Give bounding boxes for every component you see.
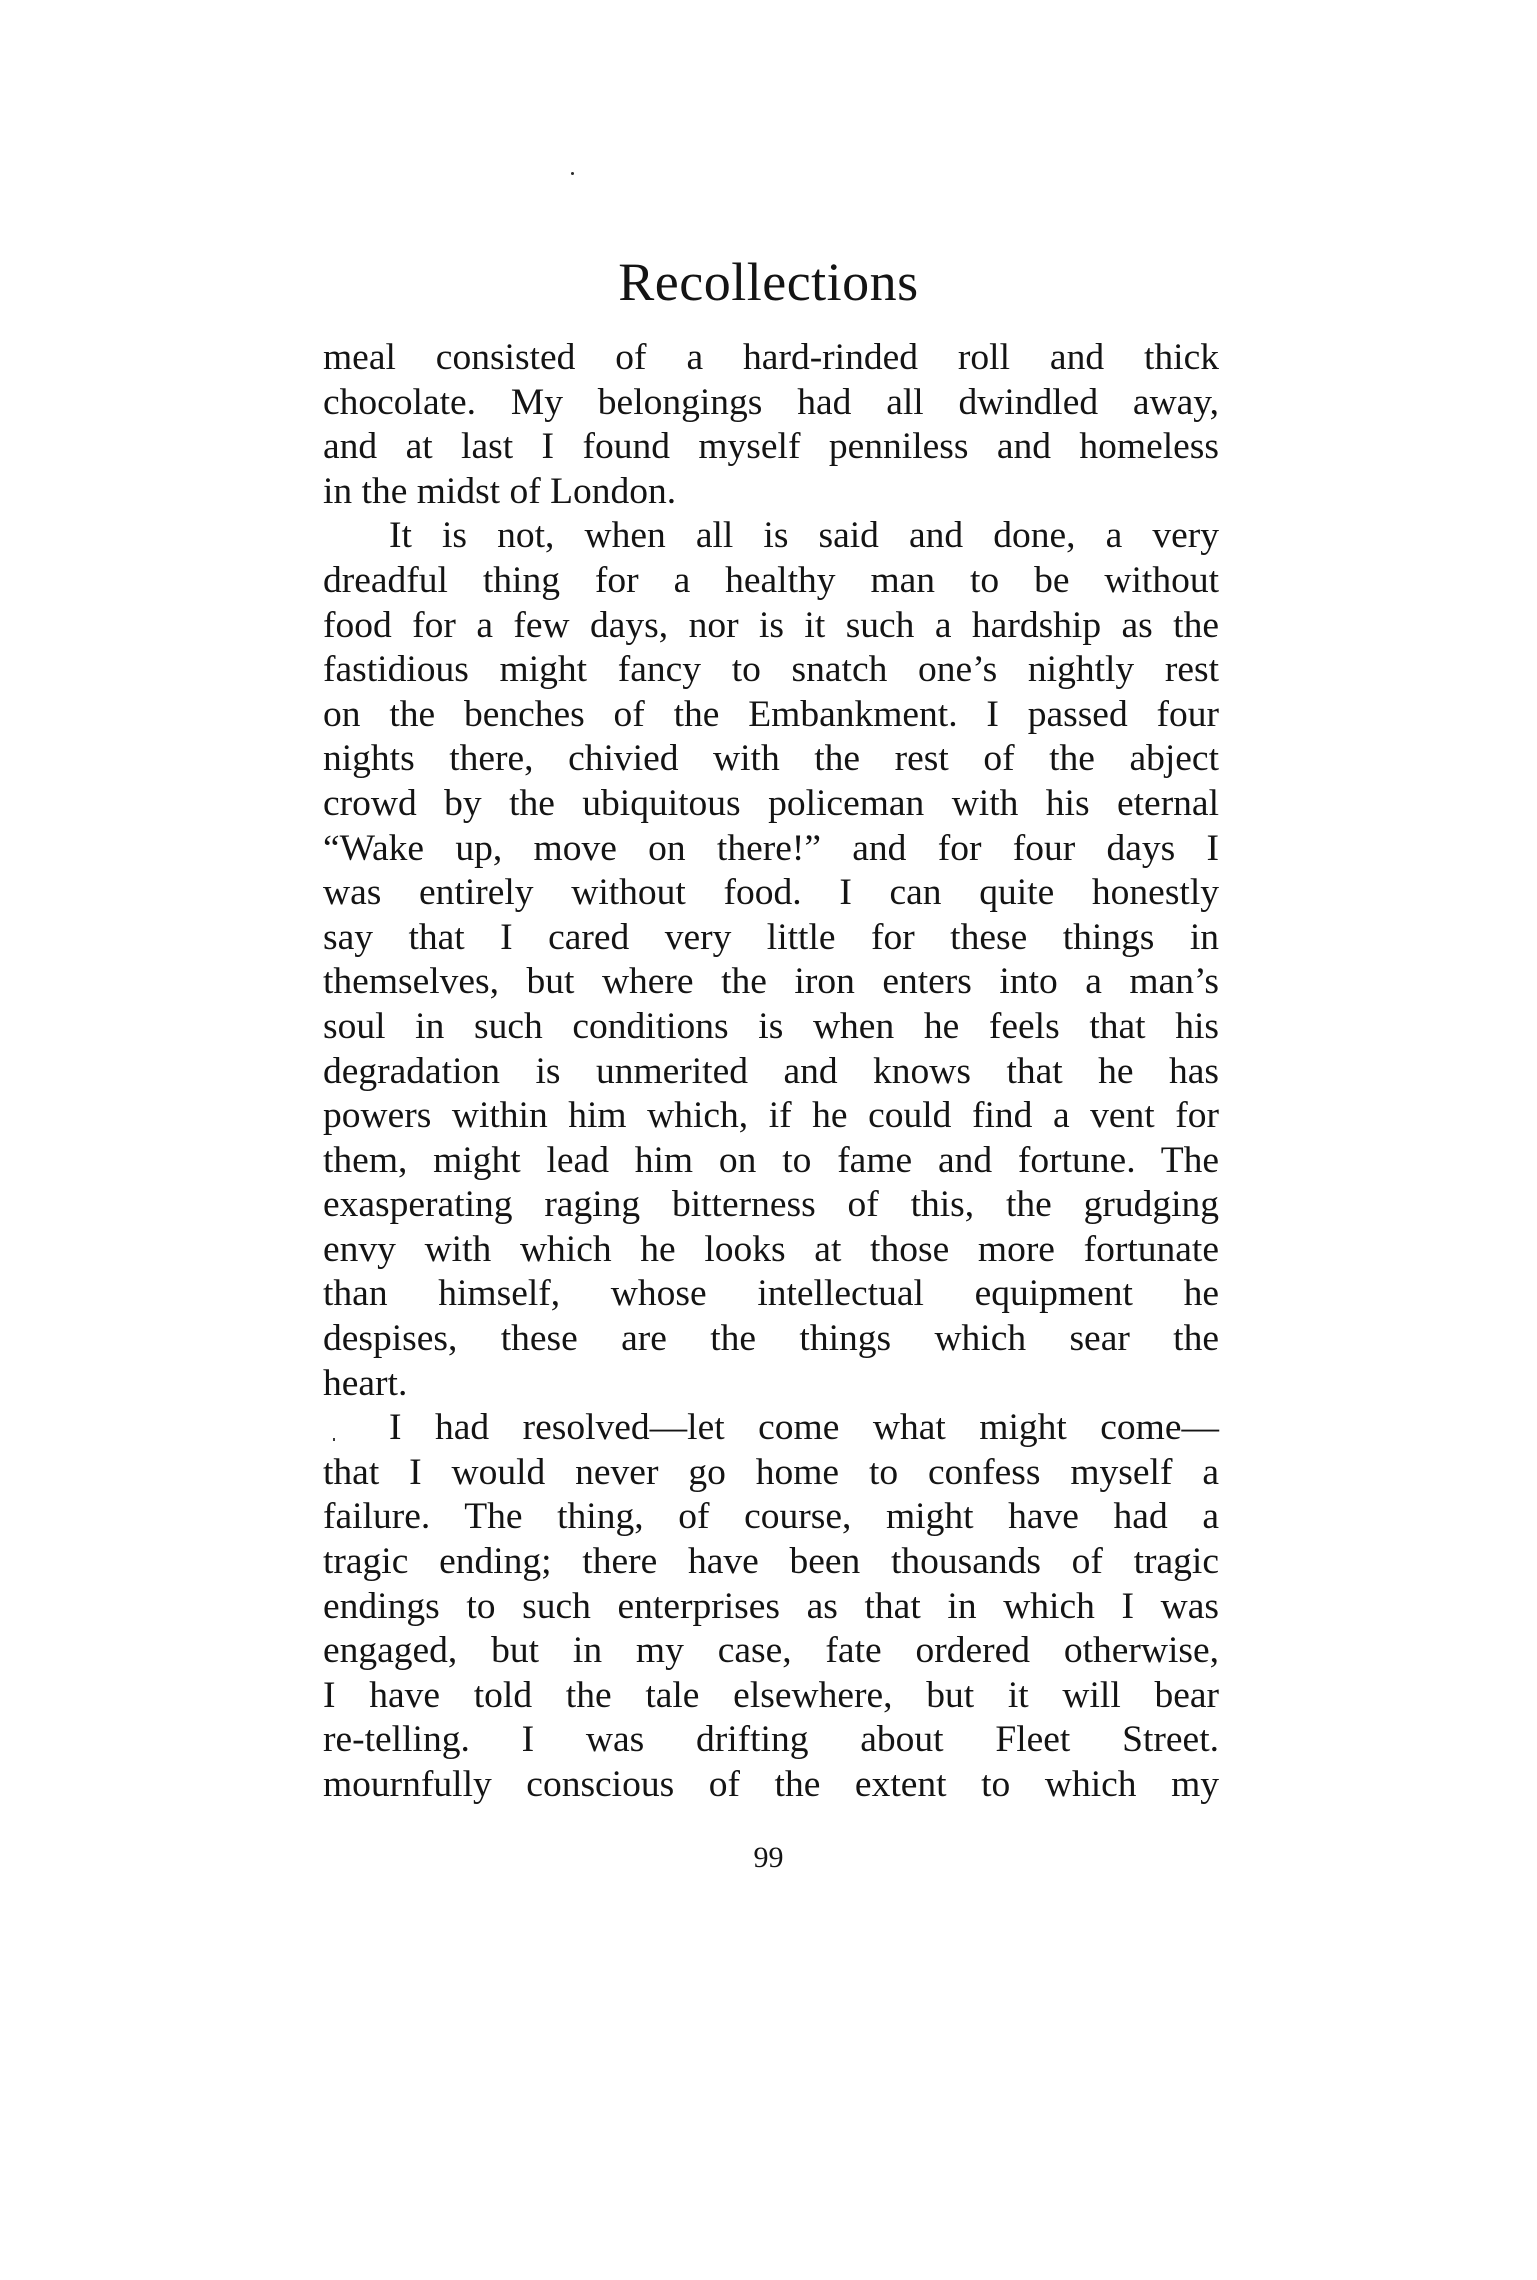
text-line: “Wake up, move on there!” and for four days I: [323, 827, 1219, 869]
text-line: dreadful thing for a healthy man to be without: [323, 559, 1219, 601]
text-line: envy with which he looks at those more fortunate: [323, 1228, 1219, 1270]
text-line: food for a few days, nor is it such a hardship as the: [323, 604, 1219, 646]
text-line: say that I cared very little for these things in: [323, 916, 1219, 958]
text-line: engaged, but in my case, fate ordered otherwise,: [323, 1630, 1219, 1672]
running-head: Recollections: [618, 252, 919, 312]
text-line: It is not, when all is said and done, a very: [389, 515, 1219, 557]
text-line: that I would never go home to confess myself a: [323, 1451, 1219, 1493]
text-line: them, might lead him on to fame and fortune. The: [323, 1139, 1219, 1181]
text-line: exasperating raging bitterness of this, the grudging: [323, 1184, 1219, 1226]
text-line: re-telling. I was drifting about Fleet Street.: [323, 1719, 1219, 1761]
text-line: degradation is unmerited and knows that he has: [323, 1050, 1219, 1092]
print-speck: [571, 172, 574, 175]
text-line: fastidious might fancy to snatch one’s nightly rest: [323, 649, 1219, 691]
text-line: endings to such enterprises as that in which I was: [323, 1585, 1219, 1627]
text-line: than himself, whose intellectual equipment he: [323, 1273, 1219, 1315]
text-line: was entirely without food. I can quite honestly: [323, 872, 1219, 914]
text-line: meal consisted of a hard-rinded roll and thick: [323, 337, 1219, 378]
text-line: on the benches of the Embankment. I passed four: [323, 693, 1219, 735]
text-line: soul in such conditions is when he feels that his: [323, 1005, 1219, 1047]
text-line: in the midst of London.: [323, 470, 677, 512]
text-line: nights there, chivied with the rest of the abject: [323, 738, 1219, 780]
text-line: tragic ending; there have been thousands of tragic: [323, 1541, 1219, 1583]
text-line: chocolate. My belongings had all dwindled away,: [323, 381, 1219, 423]
text-line: and at last I found myself penniless and homeless: [323, 426, 1219, 468]
text-line: crowd by the ubiquitous policeman with his eternal: [323, 782, 1219, 824]
text-line: mournfully conscious of the extent to which my: [323, 1764, 1219, 1805]
text-line: I had resolved—let come what might come—: [389, 1407, 1219, 1449]
body-text: [323, 336, 1219, 1808]
text-line: despises, these are the things which sear the: [323, 1318, 1219, 1360]
text-line: themselves, but where the iron enters into a man’s: [323, 961, 1219, 1003]
text-line: failure. The thing, of course, might have had a: [323, 1496, 1219, 1538]
text-line: I have told the tale elsewhere, but it will bear: [323, 1674, 1219, 1716]
text-line: powers within him which, if he could find a vent for: [323, 1095, 1219, 1137]
text-line: heart.: [323, 1362, 408, 1404]
page-number: 99: [753, 1841, 784, 1874]
